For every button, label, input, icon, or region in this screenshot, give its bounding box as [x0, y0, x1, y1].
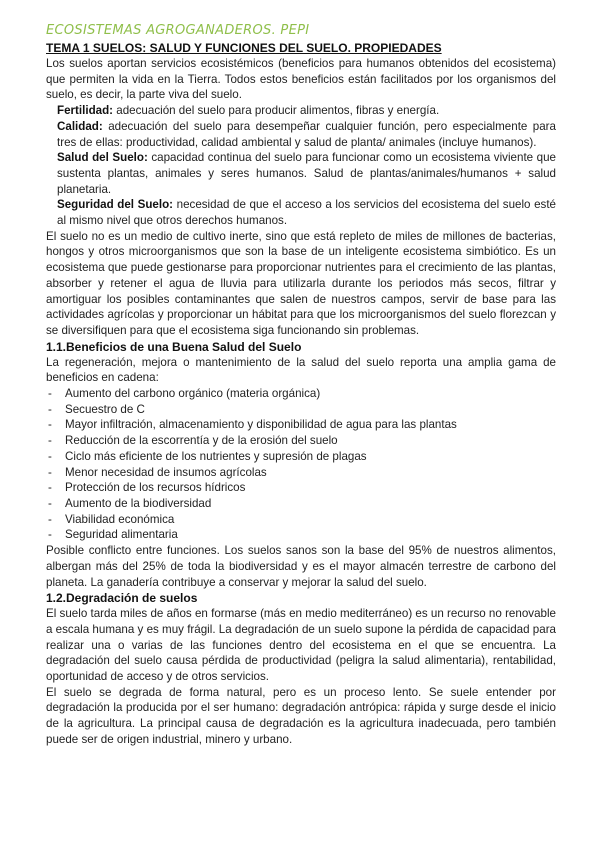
list-item: - Menor necesidad de insumos agrícolas: [46, 465, 556, 481]
page-title: TEMA 1 SUELOS: SALUD Y FUNCIONES DEL SUELO. PROPIEDADES: [46, 41, 442, 55]
definition-text: adecuación del suelo para desempeñar cualquier función, pero especialmente para tres de ellas: productividad, calidad ambiental y salud de planta/ animales (incluye humanos).: [57, 119, 556, 149]
definition-term: Calidad:: [57, 119, 103, 133]
definition-text: adecuación del suelo para producir alimentos, fibras y energía.: [116, 104, 440, 118]
list-item: - Aumento del carbono orgánico (materia orgánica): [46, 386, 556, 402]
list-item: - Viabilidad económica: [46, 512, 556, 528]
section-heading-degradation: 1.2.Degradación de suelos: [46, 591, 198, 606]
degradation-paragraph-1: El suelo tarda miles de años en formarse (más en medio mediterráneo) es un recurso no renovable a escala humana y es muy frágil. La degradación de un suelo supone la pérdida de capacidad para realizar una o varias de las funciones dentro del ecosistema en el que se encuentra. La degradación del suelo causa pérdida de productividad (peligra la salud alimentaria), rentabilidad, oportunidad de acceso y de otros servicios.: [46, 607, 556, 684]
list-item: - Reducción de la escorrentía y de la erosión del suelo: [46, 433, 556, 449]
definition-calidad: [46, 119, 556, 150]
definition-term: Seguridad del Suelo:: [57, 198, 174, 212]
section-heading-benefits: 1.1.Beneficios de una Buena Salud del Suelo: [46, 339, 302, 354]
ecosystem-paragraph: El suelo no es un medio de cultivo inerte, sino que está repleto de miles de millones de bacterias, hongos y otros microorganismos que son la base de un inteligente ecosistema simbiótico. Es un ecosistema que puede gestionarse para proporcionar nutrientes para el crecimiento de las plantas, absorber y retener el agua de lluvia para utilizarla durante los periodos más secos, filtrar y amortiguar los posibles contaminantes que salen de nuestros campos, servir de base para las actividades agrícolas y proporcionar un hábitat para que los microorganismos del suelo florezcan y se diversifiquen para que el ecosistema siga funcionando sin problemas.: [46, 229, 556, 337]
definition-fertilidad: [46, 103, 556, 119]
definition-text: capacidad continua del suelo para funcionar como un ecosistema viviente que sustenta plantas, animales y seres humanos. Salud de plantas/animales/humanos + salud planetaria.: [57, 151, 556, 196]
benefits-intro: La regeneración, mejora o mantenimiento de la salud del suelo reporta una amplia gama de beneficios en cadena:: [46, 355, 556, 385]
definition-salud: [46, 150, 556, 197]
definition-seguridad: [46, 197, 556, 228]
degradation-paragraph-2: El suelo se degrada de forma natural, pero es un proceso lento. Se suele entender por degradación la producida por el ser humano: degradación antrópica: rápida y surge desde el inicio de la agricultura. La principal causa de degradación es la agricultura inadecuada, pero también puede ser de origen industrial, minero y urbano.: [46, 685, 556, 746]
list-item: - Seguridad alimentaria: [46, 527, 556, 543]
intro-paragraph: Los suelos aportan servicios ecosistémicos (beneficios para humanos obtenidos del ecosistema) que permiten la vida en la Tierra. Todos estos beneficios están facilitados por los organismos del suelo, es decir, la parte viva del suelo.: [46, 57, 556, 102]
list-item: - Mayor infiltración, almacenamiento y disponibilidad de agua para las plantas: [46, 417, 556, 433]
definition-list: [46, 103, 556, 229]
list-item: - Ciclo más eficiente de los nutrientes y supresión de plagas: [46, 449, 556, 465]
benefits-closing: Posible conflicto entre funciones. Los suelos sanos son la base del 95% de nuestros alimentos, albergan más del 25% de toda la biodiversidad y es el mayor almacén terrestre de carbono del planeta. La ganadería contribuye a conservar y mejorar la salud del suelo.: [46, 544, 556, 589]
document-page: [46, 22, 556, 748]
benefits-list: [46, 386, 556, 543]
list-item: - Protección de los recursos hídricos: [46, 480, 556, 496]
definition-text: necesidad de que el acceso a los servicios del ecosistema del suelo esté al mismo nivel que otros derechos humanos.: [57, 198, 556, 228]
definition-term: Salud del Suelo:: [57, 151, 148, 165]
list-item: - Secuestro de C: [46, 402, 556, 418]
brand-header: ECOSISTEMAS AGROGANADEROS. PEPI: [46, 23, 310, 38]
list-item: - Aumento de la biodiversidad: [46, 496, 556, 512]
definition-term: Fertilidad:: [57, 104, 114, 118]
